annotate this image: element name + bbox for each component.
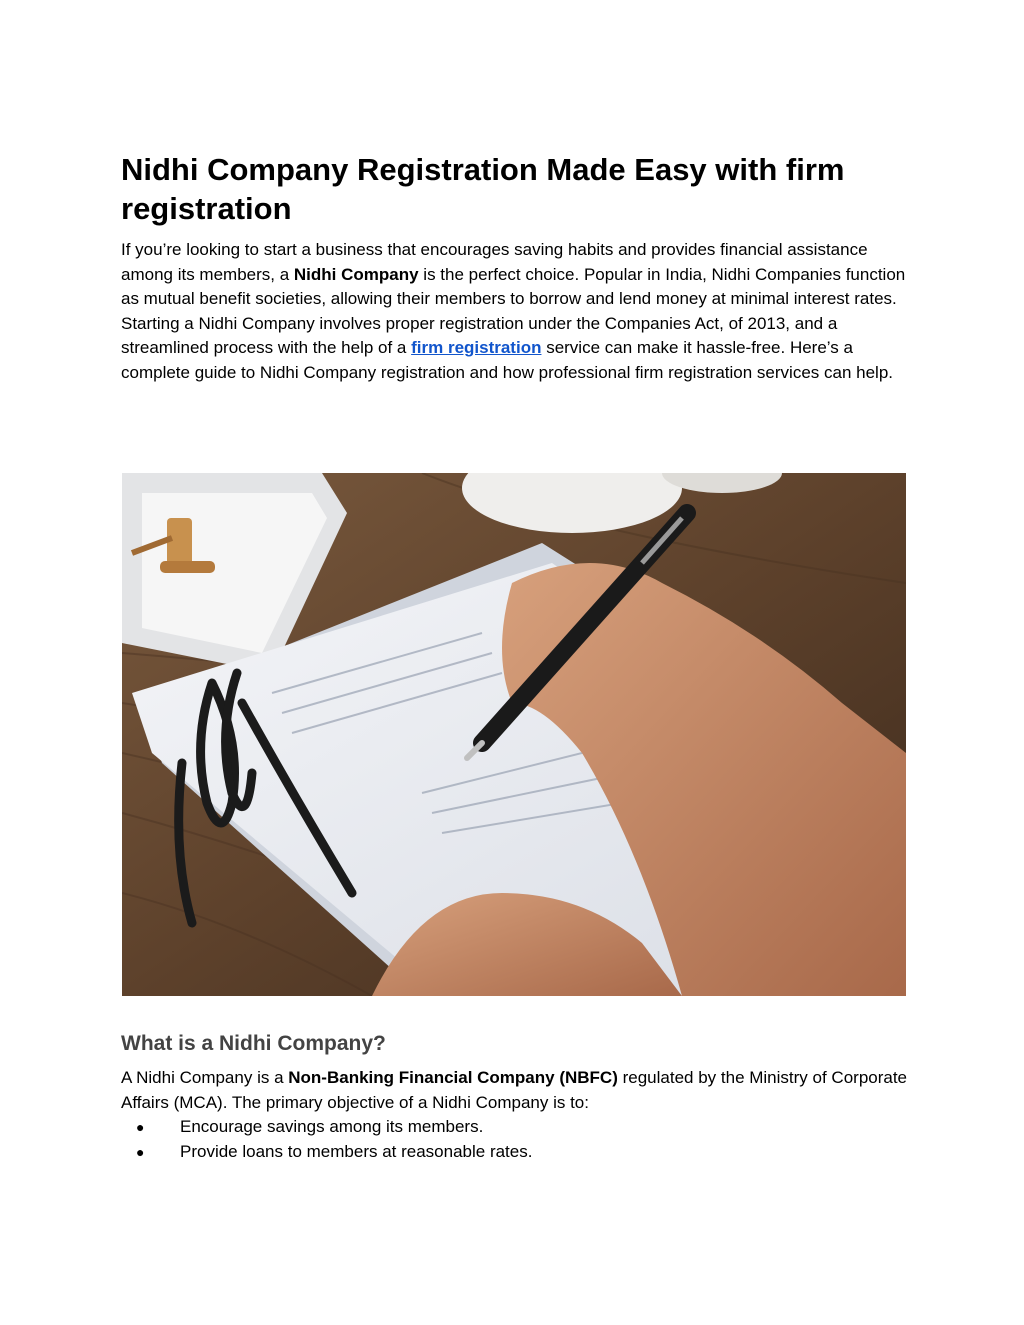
list-item bbox=[121, 1140, 911, 1165]
list-item-text: Provide loans to members at reasonable rates. bbox=[180, 1141, 533, 1161]
nbfc-bold: Non-Banking Financial Company (NBFC) bbox=[288, 1068, 618, 1087]
section-body bbox=[121, 1066, 911, 1164]
intro-text: If you’re looking to start a business that encourages saving habits and provides financial assistance among its members, a bbox=[121, 240, 868, 284]
hero-photo bbox=[122, 473, 906, 996]
list-item-text: Encourage savings among its members. bbox=[180, 1117, 484, 1136]
section-heading: What is a Nidhi Company? bbox=[121, 1032, 386, 1055]
intro2-text-cont: service can make it hassle-free. Here’s a complete guide to Nidhi Company registration and how professional firm registration services can help. bbox=[121, 338, 893, 382]
article-intro bbox=[121, 150, 906, 385]
nidhi-company-bold: Nidhi Company bbox=[293, 264, 419, 284]
firm-registration-link[interactable]: firm registration bbox=[411, 338, 542, 357]
intro2-text: Starting a Nidhi Company involves proper registration under the Companies Act, of 2013, and a streamlined process with the help of a bbox=[121, 313, 838, 357]
intro-paragraph-1 bbox=[121, 238, 906, 312]
page-title: Nidhi Company Registration Made Easy with firm registration bbox=[121, 152, 845, 226]
section-text-cont: regulated by the Ministry of Corporate Affairs (MCA). The primary objective of a Nidhi Company is to: bbox=[121, 1068, 908, 1112]
section-paragraph bbox=[121, 1066, 911, 1115]
bullet-icon: ● bbox=[136, 1119, 145, 1135]
intro-paragraph-2 bbox=[121, 312, 906, 386]
bullet-icon: ● bbox=[136, 1143, 145, 1160]
intro-text-cont: is the perfect choice. Popular in India, Nidhi Companies function as mutual benefit societies, allowing their members to borrow and lend money at minimal interest rates. bbox=[121, 264, 906, 308]
objectives-list bbox=[121, 1115, 911, 1164]
section-text: A Nidhi Company is a bbox=[121, 1068, 289, 1087]
list-item bbox=[121, 1115, 911, 1140]
